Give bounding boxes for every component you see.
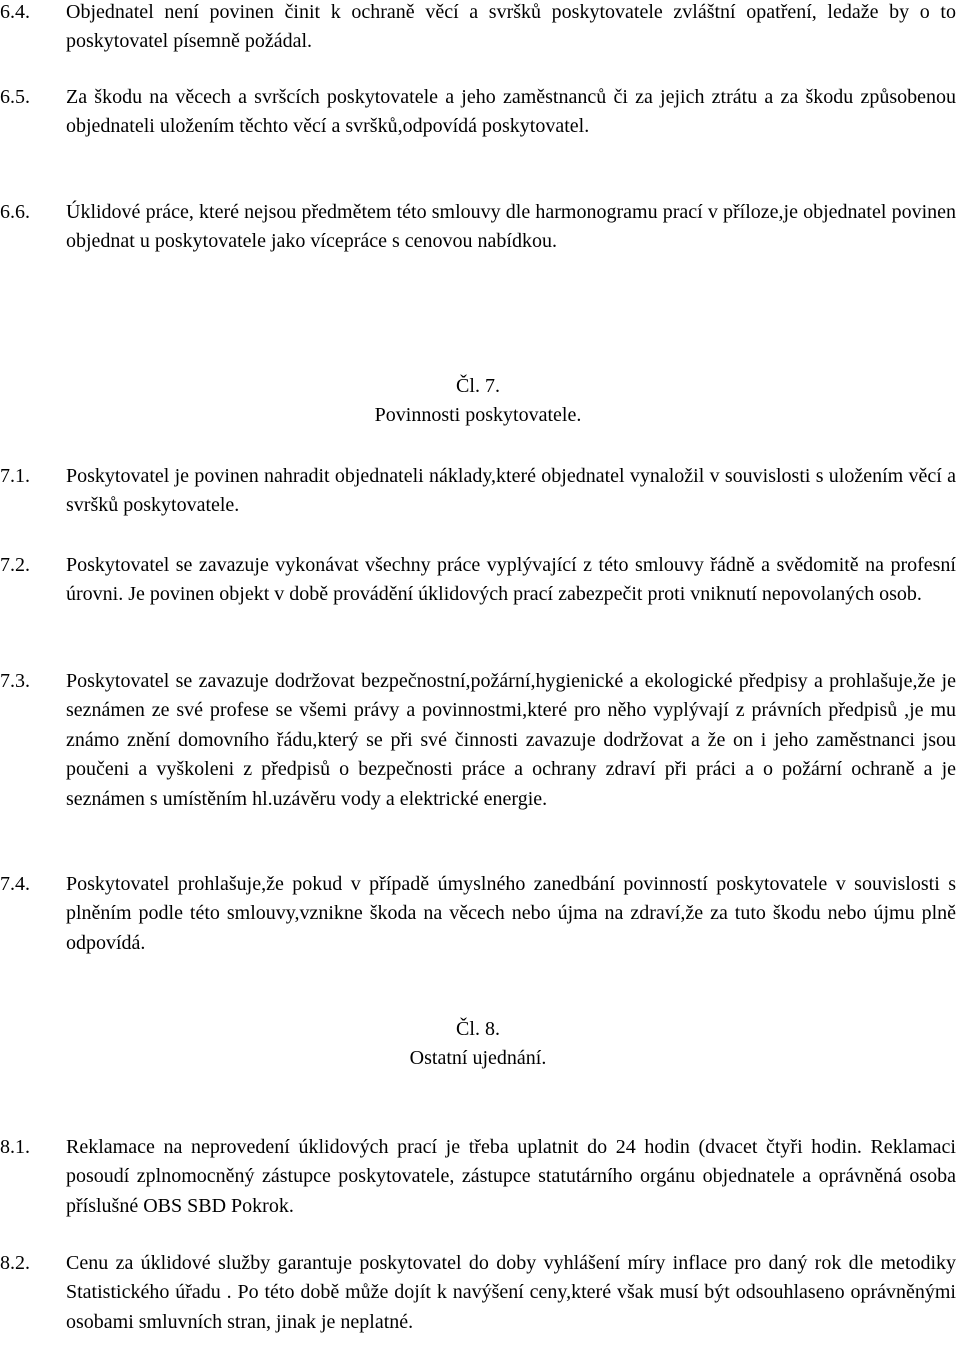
clause-number: 8.1. xyxy=(0,1136,30,1158)
clause-7-3 xyxy=(0,667,956,814)
clause-text: Objednatel není povinen činit k ochraně věcí a svršků poskytovatele zvláštní opatření, ledaže by o to poskytovatel písemně požádal. xyxy=(66,1,956,53)
clause-6-6 xyxy=(0,198,956,257)
clause-text: Cenu za úklidové služby garantuje poskytovatel do doby vyhlášení míry inflace pro daný rok dle metodiky Statistického úřadu . Po této době může dojít k navýšení ceny,které však musí být odsouhlaseno oprávněnými osobami smluvních stran, jinak je neplatné. xyxy=(66,1252,956,1333)
clause-number: 7.4. xyxy=(0,873,30,895)
clause-text: Úklidové práce, které nejsou předmětem této smlouvy dle harmonogramu prací v příloze,je objednatel povinen objednat u poskytovatele jako vícepráce s cenovou nabídkou. xyxy=(66,201,956,253)
clause-6-4 xyxy=(0,0,956,57)
article-number: Čl. 7. xyxy=(456,375,500,397)
clause-8-1 xyxy=(0,1133,956,1221)
article-7-heading xyxy=(0,372,956,431)
clause-number: 6.5. xyxy=(0,86,30,108)
clause-7-1 xyxy=(0,462,956,521)
clause-text: Poskytovatel je povinen nahradit objednateli náklady,které objednatel vynaložil v souvislosti s uložením věcí a svršků poskytovatele. xyxy=(66,465,956,517)
clause-8-2 xyxy=(0,1249,956,1337)
clause-text: Poskytovatel prohlašuje,že pokud v případě úmyslného zanedbání povinností poskytovatele v souvislosti s plněním podle této smlouvy,vznikne škoda na věcech nebo újma na zdraví,že za tuto škodu nebo újmu plně odpovídá. xyxy=(66,873,956,954)
article-title: Povinnosti poskytovatele. xyxy=(374,404,582,427)
clause-number: 6.4. xyxy=(0,1,30,23)
clause-number: 6.6. xyxy=(0,201,30,223)
clause-6-5 xyxy=(0,83,956,142)
clause-number: 7.3. xyxy=(0,670,30,692)
clause-text: Poskytovatel se zavazuje dodržovat bezpečnostní,požární,hygienické a ekologické předpisy a prohlašuje,že je seznámen ze své profese se všemi právy a povinnostmi,které pro něho vyplývají z právních předpisů ,je mu známo znění domovního řádu,který se při své činnosti zavazuje dodržovat a že on i jeho zaměstnanci jsou poučeni a vyškoleni z předpisů o bezpečnosti práce a ochrany zdraví při práci a o požární ochraně a je seznámen s umístěním hl.uzávěru vody a elektrické energie. xyxy=(66,670,956,810)
clause-number: 7.1. xyxy=(0,465,30,487)
clause-text: Reklamace na neprovedení úklidových prací je třeba uplatnit do 24 hodin (dvacet čtyři hodin. Reklamaci posoudí zplnomocněný zástupce poskytovatele, zástupce statutárního orgánu objednatele a oprávněná osoba příslušné OBS SBD Pokrok. xyxy=(66,1136,956,1217)
article-8-heading xyxy=(0,1015,956,1074)
clause-7-2 xyxy=(0,551,956,610)
clause-number: 7.2. xyxy=(0,554,30,576)
article-number: Čl. 8. xyxy=(456,1018,500,1040)
clause-7-4 xyxy=(0,870,956,958)
clause-text: Poskytovatel se zavazuje vykonávat všechny práce vyplývající z této smlouvy řádně a svědomitě na profesní úrovni. Je povinen objekt v době provádění úklidových prací zabezpečit proti vniknutí nepovolaných osob. xyxy=(66,554,956,606)
article-title: Ostatní ujednání. xyxy=(409,1047,547,1070)
clause-number: 8.2. xyxy=(0,1252,30,1274)
clause-text: Za škodu na věcech a svršcích poskytovatele a jeho zaměstnanců či za jejich ztrátu a za škodu způsobenou objednateli uložením těchto věcí a svršků,odpovídá poskytovatel. xyxy=(66,86,956,138)
